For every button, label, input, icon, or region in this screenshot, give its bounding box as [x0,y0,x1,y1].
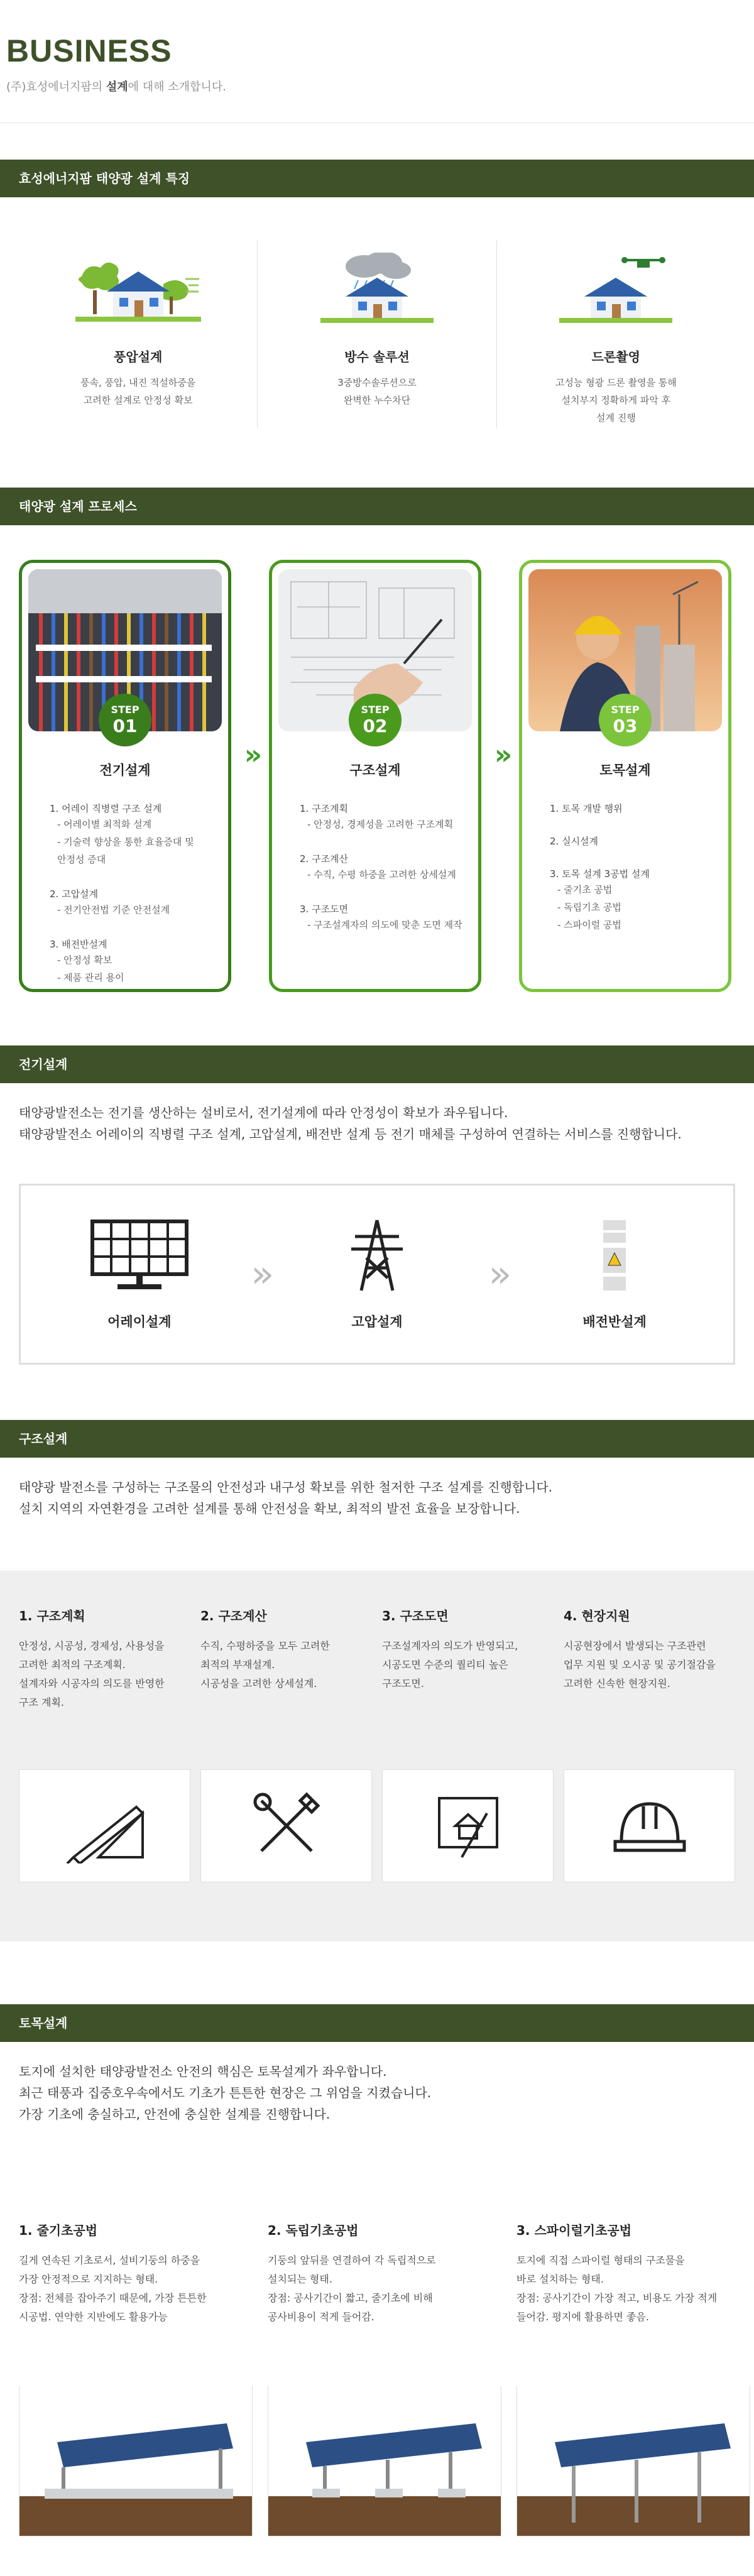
electric-intro: 태양광발전소는 전기를 생산하는 설비로서, 전기설계에 따라 안정성이 확보가 좌우됩니다. 태양광발전소 어레이의 직병렬 구조 설계, 고압설계, 배전반 설계 등 전기 매체를 구성하여 연결하는 서비스를 진행합니다. [19,1105,682,1142]
chevron-right-icon: » [244,739,256,771]
step-list [50,802,228,986]
site-support: 4. 현장지원 시공현장에서 발생되는 구조관련 업무 지원 및 오시공 및 공기절감을 고려한 신속한 현장지원. [564,1608,716,1689]
electric-diagram [19,1184,735,1365]
section-title-civil: 토목설계 [0,2004,754,2042]
high-voltage-design-label: 고압설계 [351,1314,403,1329]
step-list [550,802,728,934]
tools-icon [200,1769,372,1882]
step-card-civil [519,560,731,992]
step-title: 전기설계 [99,763,151,778]
drone-house-icon [497,253,735,334]
switchboard-icon [596,1218,633,1293]
rain-house-icon [258,253,496,334]
feature-desc: 3중방수솔루션으로 완벽한 누수차단 [337,377,417,406]
solar-panel-icon [86,1218,193,1293]
hard-hat-icon [564,1769,735,1882]
step-title: 토목설계 [599,763,651,778]
step-card-structure [269,560,481,992]
structure-intro: 태양광 발전소를 구성하는 구조물의 안전성과 내구성 확보를 위한 철저한 구조 설계를 진행합니다. 설치 지역의 자연환경을 고려한 설계를 통해 안전성을 확보, 최적의 발전 효율을 보장합니다. [19,1480,553,1516]
independent-foundation: 2. 독립기초공법 기둥의 앞뒤를 연결하여 각 독립적으로 설치되는 형태. 장점: 공사기간이 짧고, 줄기초에 비해 공사비용이 적게 들어감. [268,2220,501,2536]
spiral-foundation-image [516,2386,750,2536]
list-item: 2. 고압설계 - 전기안전법 기준 안전설계 [50,888,170,915]
feature-title: 풍압설계 [114,349,163,364]
list-item: 2. 구조계산 - 수직, 수평 하중을 고려한 상세설계 [300,853,456,880]
list-item: 3. 구조도면 - 구조설계자의 의도에 맞춘 도면 제작 [300,903,462,931]
page-subtitle: (주)효성에너지팜의 설계에 대해 소개합니다. [6,80,226,94]
step-title: 구조설계 [349,763,401,778]
structure-drawing: 3. 구조도면 구조설계자의 의도가 반영되고, 시공도면 수준의 퀄리티 높은 구조도면. [382,1608,518,1689]
transmission-tower-icon [342,1218,412,1293]
feature-desc: 고성능 형광 드론 촬영을 통해 설치부지 정확하게 파악 후 설계 진행 [555,377,677,423]
step-list [300,802,478,934]
features-row [0,197,754,488]
section-title-structure: 구조설계 [0,1420,754,1458]
chevron-right-icon: » [251,1252,266,1296]
switchboard-design [527,1218,702,1331]
step-badge: STEP 02 [349,694,402,746]
strip-foundation: 1. 줄기초공법 길게 연속된 기초로서, 설비기둥의 하중을 가장 안정적으로 지지하는 형태. 장점: 전체를 잡아주기 때문에, 가장 튼튼한 시공법. 연약한 지반에도 활용가능 [19,2220,253,2536]
section-title-features: 효성에너지팜 태양광 설계 특징 [0,160,754,197]
list-item: 2. 실시설계 [550,836,599,847]
process-steps [0,525,754,1045]
switchboard-design-label: 배전반설계 [582,1314,647,1329]
civil-intro: 토지에 설치한 태양광발전소 안전의 핵심은 토목설계가 좌우합니다. 최근 태풍과 집중호우속에서도 기초가 튼튼한 현장은 그 위엄을 지켰습니다. 가장 기초에 충실하고, 안전에 충실한 설계를 진행합니다. [19,2064,432,2122]
structure-plan: 1. 구조계획 안정성, 시공성, 경제성, 사용성을 고려한 최적의 구조계획. 설계자와 시공자의 의도를 반영한 구조 계획. [19,1608,165,1708]
feature-title: 드론촬영 [591,349,640,364]
structure-detail [0,1571,754,1941]
step-badge: STEP 03 [599,694,652,746]
step-badge: STEP 01 [99,694,151,746]
step-card-electric [19,560,231,992]
blueprint-icon [382,1769,554,1882]
wind-house-icon [19,253,257,334]
list-item: 3. 토목 설계 3공법 설계 - 줄기초 공법 - 독립기초 공법 - 스파이럴 공법 [550,868,650,931]
chevron-right-icon: » [488,1252,503,1296]
array-design-label: 어레이설계 [107,1314,172,1329]
chevron-right-icon: » [494,739,506,771]
civil-detail [0,2193,754,2576]
list-item: 3. 배전반설계 - 안정성 확보 - 제품 관리 용이 [50,939,124,983]
structure-calc: 2. 구조계산 수직, 수평하중을 모두 고려한 최적의 부재설계. 시공성을 고려한 상세설계. [200,1608,330,1689]
list-item: 1. 토목 개발 행위 [550,803,623,814]
independent-foundation-image [268,2386,501,2536]
electric-section [0,1083,754,1420]
array-design [52,1218,227,1331]
section-title-electric: 전기설계 [0,1045,754,1083]
feature-title: 방수 솔루션 [344,349,410,364]
feature-desc: 풍속, 풍압, 내진 적설하중을 고려한 설계로 안정성 확보 [80,377,196,406]
pencil-ruler-icon [19,1769,190,1882]
strip-foundation-image [19,2386,253,2536]
feature-wind [19,240,258,428]
feature-waterproof [258,240,496,428]
spiral-foundation: 3. 스파이럴기초공법 토지에 직접 스파이럴 형태의 구조물을 바로 설치하는 형태. 장점: 공사기간이 가장 적고, 비용도 가장 적게 들어감. 평지에 활용하면 좋음. [516,2220,750,2536]
page-title: BUSINESS [6,33,172,68]
high-voltage-design [289,1218,465,1331]
list-item: 1. 구조계획 - 안정성, 경제성을 고려한 구조계획 [300,803,454,830]
list-item: 1. 어레이 직병렬 구조 설계 - 어레이별 최적화 설계 - 기술력 향상을 통한 효율증대 및 안정성 증대 [50,803,194,865]
feature-drone [497,240,735,428]
section-title-process: 태양광 설계 프로세스 [0,488,754,525]
page-header [0,0,754,123]
